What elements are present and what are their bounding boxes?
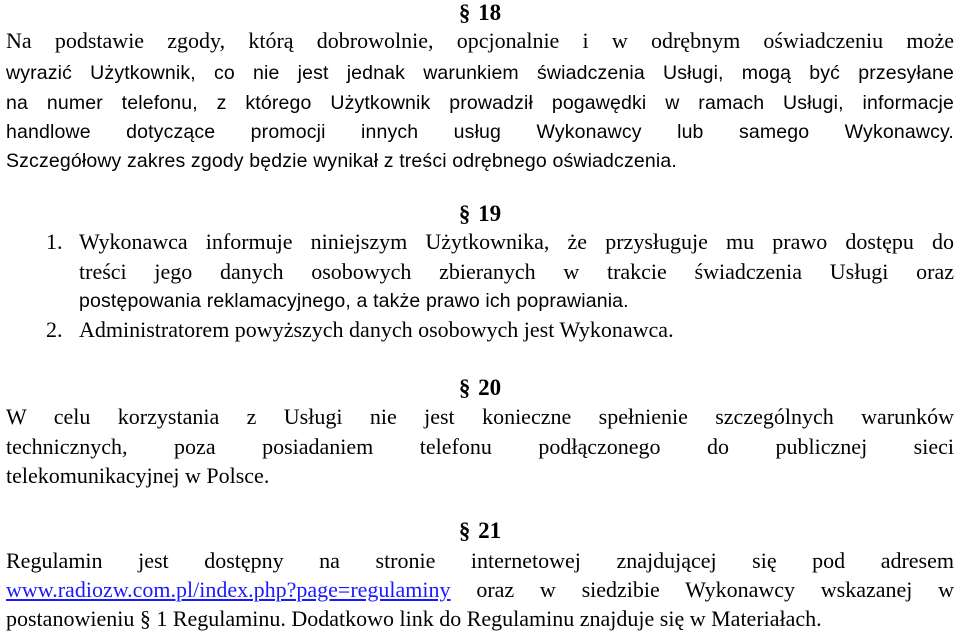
regulamin-link[interactable]: www.radiozw.com.pl/index.php?page=regulaminy: [6, 577, 451, 602]
section-20-heading: [0, 375, 960, 401]
section-18-line-1: Na podstawie zgody, którą dobrowolnie, opcjonalnie i w odrębnym oświadczeniu może: [6, 28, 954, 53]
section-number: 18: [478, 0, 502, 25]
list-item-2-text: Administratorem powyższych danych osobowych jest Wykonawca.: [79, 317, 674, 342]
section-21-line-3: postanowieniu § 1 Regulaminu. Dodatkowo link do Regulaminu znajduje się w Materiałach.: [6, 606, 822, 631]
section-18-heading: [0, 0, 960, 26]
section-21-heading: [0, 518, 960, 544]
section-18-line-5: Szczegółowy zakres zgody będzie wynikał z treści odrębnego oświadczenia.: [6, 150, 677, 172]
list-item-1-line-1: Wykonawca informuje niniejszym Użytkownika, że przysługuje mu prawo dostępu do: [79, 229, 954, 254]
section-20-line-2: technicznych, poza posiadaniem telefonu podłączonego do publicznej sieci: [6, 434, 954, 459]
section-number: 19: [478, 201, 502, 226]
section-18-line-2: wyrazić Użytkownik, co nie jest jednak warunkiem świadczenia Usługi, mogą być przesyłane: [6, 62, 954, 84]
section-21-line-2-rest: oraz w siedzibie Wykonawcy wskazanej w: [476, 577, 954, 602]
section-number: 21: [478, 518, 502, 543]
section-18-line-4: handlowe dotyczące promocji innych usług Wykonawcy lub samego Wykonawcy.: [6, 121, 954, 143]
list-item-1-line-2: treści jego danych osobowych zbieranych w trakcie świadczenia Usługi oraz: [79, 259, 954, 284]
list-item-2-label: 2.: [46, 317, 63, 342]
section-symbol: §: [458, 518, 471, 543]
section-symbol: §: [458, 375, 471, 400]
section-number: 20: [478, 375, 502, 400]
section-21-line-2: [6, 577, 954, 603]
section-18-line-3: na numer telefonu, z którego Użytkownik prowadził pogawędki w ramach Usługi, informacje: [6, 92, 954, 114]
section-symbol: §: [458, 0, 471, 25]
section-19-heading: [0, 201, 960, 227]
section-20-line-1: W celu korzystania z Usługi nie jest konieczne spełnienie szczególnych warunków: [6, 404, 954, 429]
section-20-line-3: telekomunikacyjnej w Polsce.: [6, 463, 270, 488]
section-symbol: §: [458, 201, 471, 226]
list-item-1-line-3: postępowania reklamacyjnego, a także prawo ich poprawiania.: [79, 290, 629, 312]
section-21-line-1: Regulamin jest dostępny na stronie internetowej znajdującej się pod adresem: [6, 548, 954, 573]
list-item-1-label: 1.: [46, 229, 63, 254]
